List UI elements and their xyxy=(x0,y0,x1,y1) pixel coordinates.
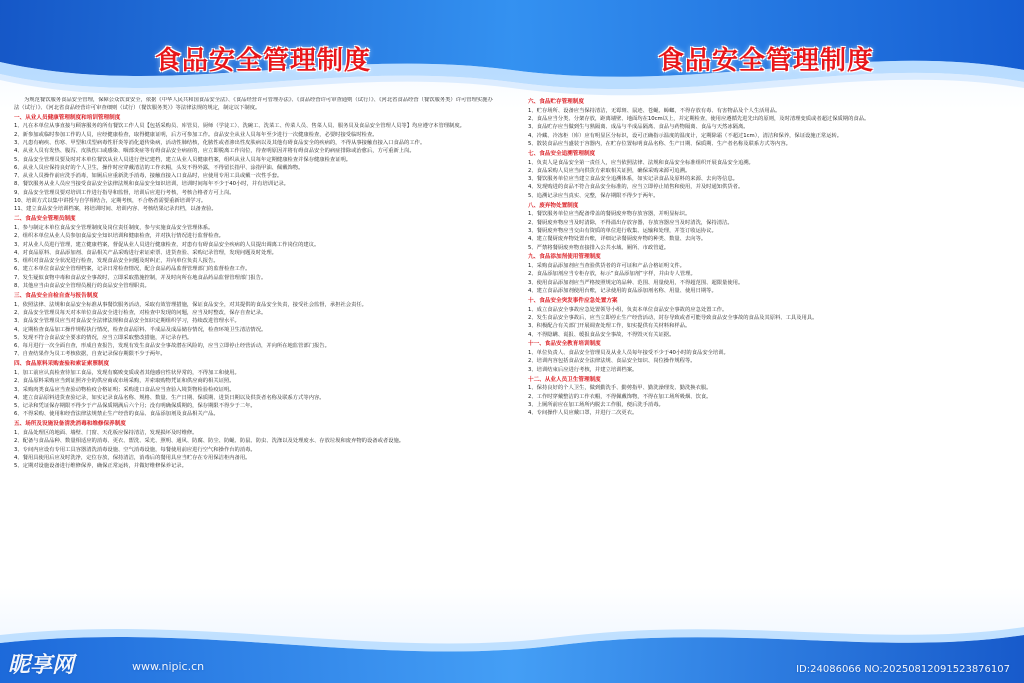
section-item: 1、食品处理区的地面、墙壁、门窗、天花板应保持清洁，发现损坏及时维修。 xyxy=(14,430,198,437)
section-item: 4、建立餐厨废弃物处置台账，详细记录餐厨废弃物的种类、数量、去向等。 xyxy=(528,236,707,243)
section-item: 2、工作时穿戴整洁的工作衣帽，不得佩戴饰物，不得在加工场所吸烟、饮食。 xyxy=(528,393,712,400)
section-item: 3、食品安全管理员应当对食品安全法律法规和食品安全知识定期组织学习，持续改进管理水平。 xyxy=(14,318,240,325)
section-item: 3、对从业人员进行管理，建立健康档案，督促从业人员进行健康检查，对患有有碍食品安全疾病的人员提出调离工作岗位的建议。 xyxy=(14,241,320,248)
section-item: 3、餐饮服务单位应当建立食品安全追溯体系，如实记录食品及原料的来源、去向等信息。 xyxy=(528,176,738,183)
section-item: 2、食品应当分类、分架存放，距离墙壁、地面均在10cm以上，并定期检查，使用应遵循先进先出的原则，及时清理变质或者超过保质期的食品。 xyxy=(528,116,870,123)
section-item: 2、食品原料采购应当到证照齐全的供应商或市场采购，并索取购物凭证和供应商的相关证照。 xyxy=(14,378,235,385)
section-heading: 十二、从业人员卫生管理制度 xyxy=(528,376,601,383)
section-item: 2、食品采购人员应当向供货方索取相关证照，确保采购来源可追溯。 xyxy=(528,167,691,174)
section-item: 4、专间操作人员应戴口罩，并进行二次更衣。 xyxy=(528,410,638,417)
section-item: 3、培训结束后应进行考核，并建立培训档案。 xyxy=(528,366,638,373)
section-heading: 九、食品添加剂使用管理制度 xyxy=(528,254,601,261)
section-item: 3、上厕所前应在加工场所内脱去工作服，便后洗手消毒。 xyxy=(528,401,664,408)
section-item: 3、专间内应设有专用工具容器清洗消毒设施、空气消毒设施，每餐使用前应进行空气和操作台的消毒。 xyxy=(14,446,256,453)
section-item: 2、组织本单位从业人员参加食品安全知识培训和健康检查，并对执行情况进行监督检查。 xyxy=(14,233,224,240)
section-heading: 六、食品贮存管理制度 xyxy=(528,99,584,105)
section-item: 5、食品安全管理员要及时对本单位餐饮从业人员进行登记建档，建立从业人员健康档案，组织从业人员每年定期健康检查并保存健康检查证明。 xyxy=(14,156,352,163)
section-item: 1、采购食品添加剂应当查验供货者的许可证和产品合格证明文件。 xyxy=(528,263,685,270)
section-item: 5、记录和凭证保存期限不得少于产品保质期满后六个月；没有明确保质期的，保存期限不得少于二年。 xyxy=(14,403,256,410)
section-item: 5、定期对设施设备进行维修保养，确保正常运转，并做好维修保养记录。 xyxy=(14,463,187,470)
section-item: 1、凡在本单位从事直接与顾客服务的所有餐饮工作人员【包括采购员、库管员、厨师（学徒工）、洗碗工、洗菜工、传菜人员、售菜人员、服务员及食品安全管理人员等】均应遵守本管理制度。 xyxy=(14,123,465,130)
section-item: 7、发生疑似食物中毒和食品安全事故时，立即采取措施控制，并及时向所在地食品药品监督管理部门报告。 xyxy=(14,274,267,281)
section-item: 2、发生食品安全事故后，应当立即停止生产经营活动，封存导致或者可能导致食品安全事故的食品及其原料、工具及用具。 xyxy=(528,314,818,321)
section-item: 8、餐饮服务从业人员应当接受食品安全法律法规和食品安全知识培训，培训时间每年不少于40小时，并有培训记录。 xyxy=(14,181,289,188)
section-item: 1、贮存场所、设备应当保持清洁，无霉斑、鼠迹、苍蝇、蟑螂，不得存放有毒、有害物品及个人生活用品。 xyxy=(528,107,781,114)
watermark-logo: 昵享网 xyxy=(8,653,75,678)
section-item: 2、培训内容包括食品安全法律法规、食品安全知识、岗位操作规程等。 xyxy=(528,358,696,365)
left-page-title: 食品安全管理制度 xyxy=(155,46,372,76)
section-item: 3、使用食品添加剂应当严格按照规定的品种、范围、用量使用，不得超范围、超限量使用。 xyxy=(528,279,744,286)
section-item: 11、建立食品安全培训档案，将培训时间、培训内容、考核结果记录归档，以备查验。 xyxy=(14,206,217,213)
section-item: 6、从业人员应保持良好的个人卫生，操作时应穿戴清洁的工作衣帽，头发不得外露，不得留长指甲、涂指甲油、佩戴饰物。 xyxy=(14,164,304,171)
section-item: 3、积极配合有关部门开展调查处理工作，如实提供有关材料和样品。 xyxy=(528,323,691,330)
watermark-id: ID:24086066 NO:20250812091523876107 xyxy=(796,664,1010,675)
section-item: 6、不得采购、使用和经营法律法规禁止生产经营的食品、食品添加剂及食品相关产品。 xyxy=(14,411,219,418)
intro-paragraph: 为规范餐饮服务食品安全管理，保障公众饮食安全，依据《中华人民共和国食品安全法》、《食品经营许可管理办法》、《食品经营许可审查通则（试行）》、《河北省食品经营（餐饮服务类）许可管理实施办法（试行）》、《河北省食品经营许可审查细则（试行）（餐饮服务类）》等法律法规的规定，制定以下制度。 xyxy=(14,97,493,111)
section-item: 1、加工前应认真检查待加工食品，发现有腐败变质或者其他感官性状异常的，不得加工和使用。 xyxy=(14,370,240,376)
section-item: 7、从业人员操作前应洗手消毒，如厕后应重新洗手消毒，接触直接入口食品时，应使用专用工具或戴一次性手套。 xyxy=(14,173,283,180)
watermark-url: www.nipic.cn xyxy=(132,660,205,673)
section-item: 1、餐饮服务单位应当配备带盖的餐厨废弃物存放容器，并明显标识。 xyxy=(528,211,691,218)
section-heading: 四、食品原料采购查验和索证索票制度 xyxy=(14,361,110,368)
section-item: 2、新参加或临时参加工作的人员，应经健康检查，取得健康证明，后方可参加工作。食品安全从业人员每年至少进行一次健康检查，必要时接受临时检查。 xyxy=(14,131,378,138)
section-item: 8、其他应当由食品安全管理员履行的食品安全管理职责。 xyxy=(14,283,150,290)
section-item: 3、食品贮存应当做到生与熟隔离、成品与半成品隔离、食品与药物隔离、食品与天然冰隔离。 xyxy=(528,124,749,131)
section-item: 2、配备与食品品种、数量相适应的消毒、更衣、盥洗、采光、照明、通风、防腐、防尘、防蝇、防鼠、防虫、洗涤以及处理废水、存放垃圾和废弃物的设备或者设施。 xyxy=(14,438,405,445)
section-item: 6、每月进行一次全面自查，形成自查报告，发现有发生食品安全事故潜在风险的，应当立即停止经营活动，并向所在地监管部门报告。 xyxy=(14,343,330,350)
section-item: 2、餐厨废弃物应当及时清除，不得溢出存放容器，存放容器应当及时清洗，保持清洁。 xyxy=(528,219,733,226)
section-item: 4、从业人员有发热、腹泻、皮肤伤口或感染、咽部炎症等有碍食品安全病症的，应立即脱离工作岗位，待查明原因并将有碍食品安全的病症排除或治愈后，方可重新上岗。 xyxy=(14,148,415,155)
section-item: 4、不得隐瞒、谎报、缓报食品安全事故，不得毁灭有关证据。 xyxy=(528,331,675,338)
section-item: 10、培训方式以集中讲授与自学相结合，定期考核，不合格者需要重新培训学习。 xyxy=(14,198,207,205)
section-item: 2、食品安全管理员每天对本单位食品安全进行检查，对检查中发现的问题，应当及时整改，保存自查记录。 xyxy=(14,309,267,316)
section-heading: 十一、食品安全教育培训制度 xyxy=(528,341,601,348)
section-item: 4、建立食品添加剂使用台账，记录使用的食品添加剂名称、用量、使用日期等。 xyxy=(528,288,717,295)
left-column-text xyxy=(14,97,498,653)
section-heading: 五、场所及设施设备清洗消毒和维修保养制度 xyxy=(14,421,126,428)
section-item: 5、追溯记录应当真实、完整，保存期限不得少于两年。 xyxy=(528,192,659,199)
section-heading: 三、食品安全自检自查与报告制度 xyxy=(14,292,98,299)
section-item: 6、建立本单位食品安全管理档案，记录日常检查情况，配合食品药品监督管理部门的监督检查工作。 xyxy=(14,266,251,273)
section-item: 3、采购肉类食品应当查验动物检疫合格证明；采购进口食品应当查验入境货物检验检疫证明。 xyxy=(14,386,235,393)
section-heading: 二、食品安全管理员制度 xyxy=(14,216,76,223)
section-heading: 七、食品安全追溯管理制度 xyxy=(528,150,596,157)
section-heading: 八、废弃物处置制度 xyxy=(528,202,579,209)
section-item: 1、依照法律、法规和食品安全标准从事餐饮服务活动，采取有效管理措施，保证食品安全，对其提供的食品安全负责，接受社会监督，承担社会责任。 xyxy=(14,301,367,308)
section-item: 1、单位负责人、食品安全管理员及从业人员每年接受不少于40小时的食品安全培训。 xyxy=(528,350,729,357)
section-item: 3、餐厨废弃物应当交由有资质的单位进行收集、运输和处理，并签订收运协议。 xyxy=(528,227,717,234)
section-item: 4、冷藏、冷冻柜（库）应有明显区分标识，设可正确指示温度的温度计，定期除霜（不超过1cm），清洁和保养，保证设施正常运转。 xyxy=(528,132,843,139)
section-item: 1、参与制定本单位食品安全管理制度及岗位责任制度，参与实施食品安全管理体系。 xyxy=(14,224,214,231)
section-item: 4、定期检查食品加工操作规程执行情况，检查食品原料、半成品及成品储存情况，检查环境卫生清洁情况。 xyxy=(14,326,267,333)
section-item: 7、自查结果作为员工考核依据，自查记录保存期限不少于两年。 xyxy=(14,351,166,358)
section-item: 2、食品添加剂应当专柜存放，标示“食品添加剂”字样，并由专人管理。 xyxy=(528,271,696,278)
section-item: 5、严禁将餐厨废弃物直接排入公共水域、厕所、市政管道。 xyxy=(528,244,670,251)
section-heading: 十、食品安全突发事件应急处置方案 xyxy=(528,297,618,304)
section-item: 1、负责人是食品安全第一责任人，应当依照法律、法规和食品安全标准组织开展食品安全追溯。 xyxy=(528,159,754,166)
section-heading: 一、从业人员健康管理制度和培训管理制度 xyxy=(14,114,121,121)
section-item: 4、对食品原料、食品添加剂、食品相关产品采购进行索证索票、进货查验、采购记录管理，发现问题及时处理。 xyxy=(14,249,277,256)
section-item: 4、建立食品原料进货查验记录，如实记录食品名称、规格、数量、生产日期、保质期、进货日期以及供货者名称及联系方式等内容。 xyxy=(14,394,325,401)
section-item: 5、散装食品应当盛装于容器内，在贮存位置标明食品名称、生产日期、保质期、生产者名称及联系方式等内容。 xyxy=(528,140,791,147)
section-item: 5、组织对食品安全状况进行检查，发现食品安全问题及时纠正，并向单位负责人报告。 xyxy=(14,258,219,265)
section-item: 1、保持良好的个人卫生，做到勤洗手、勤剪指甲、勤洗澡理发、勤洗换衣服。 xyxy=(528,385,712,392)
section-item: 9、食品安全管理员要对培训工作进行指导和监督，培训后应进行考核，考核合格者方可上岗。 xyxy=(14,189,235,196)
section-item: 4、发现购进的食品不符合食品安全标准的，应当立即停止销售和使用，并及时通知供货者。 xyxy=(528,184,744,191)
section-item: 4、餐用具使用后应及时洗净，定位存放，保持清洁，消毒后的餐用具应当贮存在专用保洁柜内备用。 xyxy=(14,454,251,461)
right-page-title: 食品安全管理制度 xyxy=(658,46,875,76)
section-item: 1、成立食品安全事故应急处置领导小组，负责本单位食品安全事故的应急处置工作。 xyxy=(528,306,728,313)
section-item: 3、凡患有痢疾、伤寒、甲型和戊型病毒性肝炎等消化道传染病，活动性肺结核，化脓性或者渗出性皮肤病以及其他有碍食品安全的疾病的，不得从事接触直接入口食品的工作。 xyxy=(14,139,426,146)
section-item: 5、发现不符合食品安全要求的情况，应当立即采取整改措施，并记录存档。 xyxy=(14,334,193,341)
right-column-text xyxy=(528,97,1012,653)
